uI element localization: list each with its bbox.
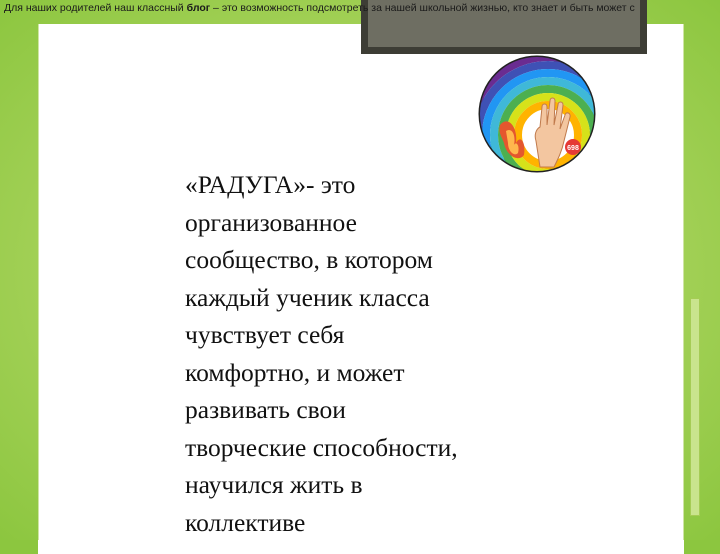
frame-edge-left — [38, 24, 39, 540]
header-caption-suffix: – это возможность подсмотреть за нашей школьной жизнью, кто знает и быть может с — [210, 2, 635, 14]
frame-edge-right — [683, 24, 684, 540]
header-caption — [0, 0, 720, 16]
rainbow-hand-logo — [478, 55, 596, 173]
side-tab — [690, 298, 700, 516]
header-caption-prefix: Для наших родителей наш классный — [4, 2, 187, 14]
header-caption-bold: блог — [186, 2, 211, 14]
main-text: «РАДУГА»- это организованное сообщество, в котором каждый ученик класса чувствует себя комфортно, и может развивать свои творческие способности, научился жить в коллективе — [185, 170, 458, 537]
logo-badge-text: 698 — [567, 145, 579, 152]
